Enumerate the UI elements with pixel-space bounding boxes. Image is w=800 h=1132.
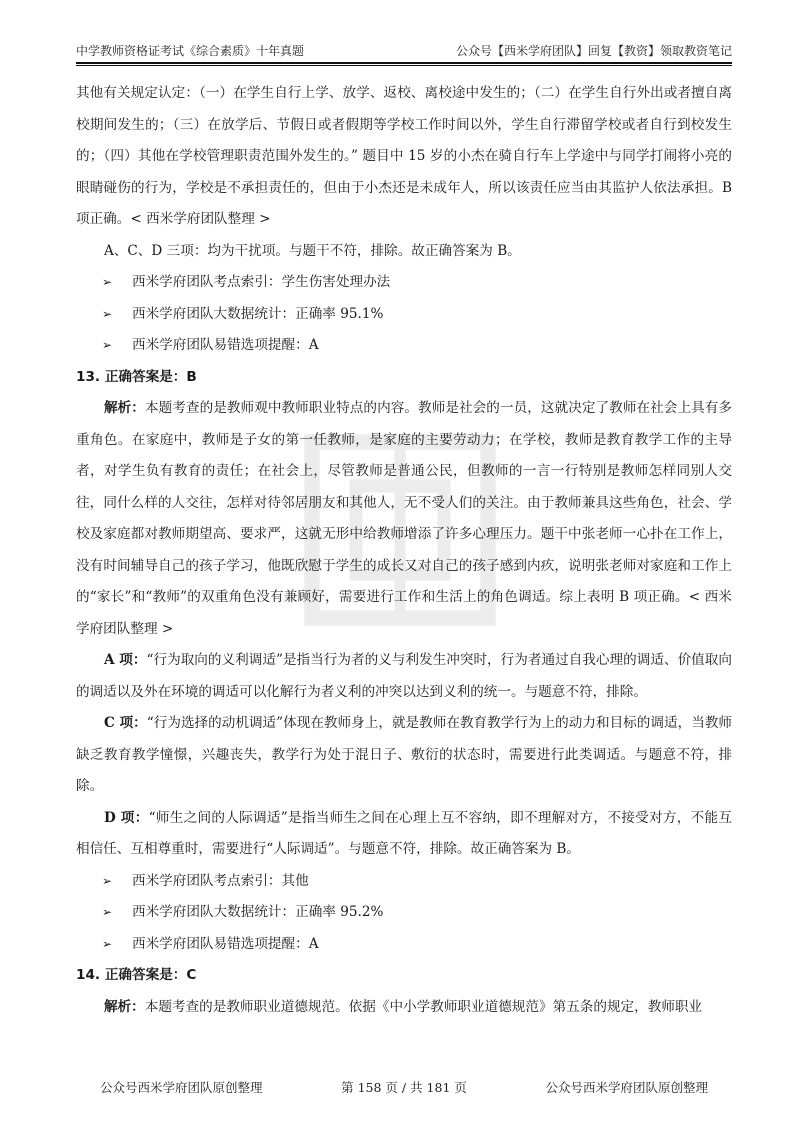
- header-rule: [76, 62, 732, 64]
- arrow-bullet-icon: ➢: [102, 905, 113, 919]
- paragraph: A、C、D 三项：均为干扰项。与题干不符，排除。故正确答案为 B。: [104, 242, 521, 259]
- arrow-bullet-icon: ➢: [102, 306, 113, 321]
- bullet-text: 西米学府团队考点索引：其他: [132, 872, 309, 889]
- header-rule-thin: [76, 65, 732, 66]
- explanation-13: [76, 393, 732, 645]
- bullet-text: 西米学府团队易错选项提醒：A: [132, 935, 319, 952]
- option-label: D 项：: [104, 809, 149, 826]
- footer-right: 公众号西米学府团队原创整理: [545, 1080, 708, 1095]
- bullet-text: 西米学府团队考点索引：学生伤害处理办法: [132, 274, 391, 290]
- list-item: [76, 267, 732, 299]
- bullet-text: 西米学府团队大数据统计：正确率 95.2%: [132, 904, 384, 920]
- page-header: [76, 42, 732, 59]
- page-number: 第 158 页 / 共 181 页: [341, 1080, 467, 1095]
- list-item: [76, 929, 732, 961]
- list-item: [76, 330, 732, 362]
- option-label: C 项：: [104, 715, 147, 731]
- arrow-bullet-icon: ➢: [102, 338, 113, 352]
- header-right: 公众号【西米学府团队】回复【教资】领取教资笔记: [455, 44, 732, 58]
- explanation-14: [76, 992, 732, 1024]
- option-text: “师生之间的人际调适”是指当师生之间在心理上互不容纳，即不理解对方，不接受对方，不能互相信任、互相尊重时，需要进行“人际调适”。与题意不符，排除。故正确答案为 B。: [76, 809, 732, 857]
- list-item: [76, 866, 732, 898]
- list-item: [76, 897, 732, 929]
- option-text: “行为选择的动机调适”体现在教师身上，就是教师在教育教学行为上的动力和目标的调适，当教师缺乏教育教学憧憬，兴趣丧失，教学行为处于混日子、敷衍的状态时，需要进行此类调适。与题意不符，排除。: [76, 715, 732, 794]
- page-footer: [100, 1078, 708, 1096]
- paragraph: 其他有关规定认定：（一）在学生自行上学、放学、返校、离校途中发生的；（二）在学生自行外出或者擅自离校期间发生的；（三）在放学后、节假日或者假期等学校工作时间以外，学生自行滞留学校或者自行到校发生的；（四）其他在学校管理职责范围外发生的。” 题目中 15 岁的小杰在骑自行车上学途中与同学打闹将小亮的眼睛碰伤的行为，学校是不承担责任的，但由于小杰还是未成年人，所以该责任应当由其监护人依法承担。B 项正确。< 西米学府团队整理 >: [76, 85, 732, 227]
- explanation-text: 本题考查的是教师职业道德规范。依据《中小学教师职业道德规范》第五条的规定，教师职业: [144, 998, 703, 1015]
- arrow-bullet-icon: ➢: [102, 275, 113, 289]
- arrow-bullet-icon: ➢: [102, 936, 113, 951]
- explanation-label: 解析：: [104, 998, 145, 1015]
- document-body: [76, 78, 732, 1023]
- list-item: [76, 299, 732, 331]
- bullet-text: 西米学府团队大数据统计：正确率 95.1%: [132, 305, 384, 322]
- explanation-label: 解析：: [104, 400, 145, 416]
- question-answer-14: 14. 正确答案是：C: [76, 967, 197, 983]
- question-answer-13: 13. 正确答案是：B: [76, 368, 197, 385]
- explanation-text: 本题考查的是教师观中教师职业特点的内容。教师是社会的一员，这就决定了教师在社会上具有多重角色。在家庭中，教师是子女的第一任教师，是家庭的主要劳动力；在学校，教师是教育教学工作的主导者，对学生负有教育的责任；在社会上，尽管教师是普通公民，但教师的一言一行特别是教师怎样同别人交往，同什么样的人交往，怎样对待邻居朋友和其他人，无不受人们的关注。由于教师兼具这些角色，社会、学校及家庭都对教师期望高、要求严，这就无形中给教师增添了许多心理压力。题干中张老师一心扑在工作上，没有时间辅导自己的孩子学习，他既欣慰于学生的成长又对自己的孩子感到内疚，说明张老师对家庭和工作上的“家长”和“教师”的双重角色没有兼顾好，需要进行工作和生活上的角色调适。综上表明 B 项正确。< 西米学府团队整理 >: [76, 400, 733, 637]
- option-text: “行为取向的义利调适”是指当行为者的义与利发生冲突时，行为者通过自我心理的调适、价值取向的调适以及外在环境的调适可以化解行为者义利的冲突以达到义利的统一。与题意不符，排除。: [76, 652, 732, 700]
- footer-left: 公众号西米学府团队原创整理: [100, 1080, 263, 1095]
- bullet-text: 西米学府团队易错选项提醒：A: [132, 337, 319, 353]
- header-left: 中学教师资格证考试《综合素质》十年真题: [76, 44, 305, 58]
- arrow-bullet-icon: ➢: [102, 873, 113, 888]
- option-label: A 项：: [104, 652, 147, 668]
- option-d-analysis: [76, 803, 732, 866]
- option-c-analysis: [76, 708, 732, 803]
- option-a-analysis: [76, 645, 732, 708]
